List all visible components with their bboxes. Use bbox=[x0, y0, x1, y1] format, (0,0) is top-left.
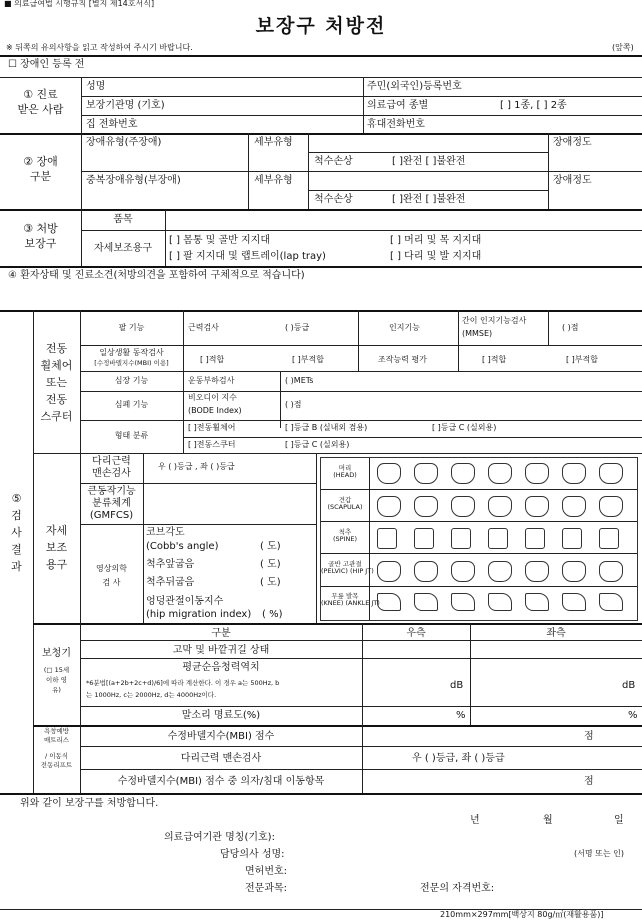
kind-label: 형태 분류 bbox=[114, 431, 149, 440]
posture-sketch-icon[interactable] bbox=[488, 463, 512, 484]
rule bbox=[33, 453, 642, 454]
rule bbox=[308, 152, 548, 153]
day-label[interactable]: 일 bbox=[614, 815, 624, 826]
hip-field[interactable]: ( %) bbox=[262, 609, 283, 620]
posture-sketch-icon[interactable] bbox=[562, 593, 586, 611]
posture-sketch-icon[interactable] bbox=[525, 463, 549, 484]
posture-diagram bbox=[320, 457, 638, 621]
diagram-row-pelvis: 골반 고관절 (PELVIC) (HIP JT) bbox=[321, 560, 374, 576]
posture-sketch-icon[interactable] bbox=[599, 528, 619, 549]
sub-disability-label: 중복장애유형(부장애) bbox=[86, 175, 181, 186]
rule bbox=[81, 133, 82, 209]
rule bbox=[33, 725, 642, 727]
rule bbox=[0, 209, 642, 211]
coord-fit-checkbox[interactable]: [ ]적합 bbox=[482, 355, 507, 364]
kind-scooter-checkbox[interactable]: [ ]전동스쿠터 bbox=[188, 440, 236, 449]
posture-sketch-icon[interactable] bbox=[599, 561, 623, 582]
name-label: 성명 bbox=[86, 81, 106, 92]
rule bbox=[316, 453, 317, 623]
leg-manual-field[interactable]: 우 ( )등급, 좌 ( )등급 bbox=[412, 753, 505, 764]
main-spinal-label: 척수손상 bbox=[314, 156, 353, 167]
posture-sketch-icon[interactable] bbox=[599, 593, 623, 611]
rule bbox=[80, 483, 316, 484]
item-label: 품목 bbox=[113, 214, 133, 225]
adl-label: 일상생활 동작검사 bbox=[99, 348, 164, 357]
paper-spec: 210mm×297mm[백상지 80g/㎡(재활용품)] bbox=[440, 910, 604, 919]
leg-manual-label: 다리근력 맨손검사 bbox=[180, 753, 262, 764]
rule bbox=[80, 769, 642, 770]
rule bbox=[548, 310, 549, 345]
leg-muscle-field[interactable]: 우 ( )등급 , 좌 ( )등급 bbox=[158, 462, 235, 471]
otoscopy-label: 고막 및 바깥귀길 상태 bbox=[172, 645, 270, 656]
mobile-phone-label: 휴대전화번호 bbox=[367, 119, 425, 130]
posture-sketch-icon[interactable] bbox=[562, 463, 586, 484]
posture-device-label: 자세보조용구 bbox=[94, 243, 152, 254]
sub-spinal-label: 척수손상 bbox=[314, 194, 353, 205]
cobb-label: 코브각도 bbox=[146, 527, 185, 538]
insurer-label: 보장기관명 (기호) bbox=[86, 100, 165, 111]
cobb-en-label: (Cobb's angle) bbox=[146, 541, 219, 552]
stress-test-label: 운동부하검사 bbox=[188, 376, 235, 385]
trunk-pelvis-support-checkbox[interactable]: [ ] 몸통 및 골반 지지대 bbox=[169, 235, 270, 246]
grade-b-checkbox[interactable]: [ ]등급 B (실내외 겸용) bbox=[285, 423, 368, 432]
hearing-col-item: 구분 bbox=[211, 628, 231, 639]
sub-detail-label: 세부유형 bbox=[254, 175, 293, 186]
posture-sketch-icon[interactable] bbox=[562, 528, 582, 549]
mets-field[interactable]: ( )METs bbox=[285, 376, 314, 385]
lordosis-field[interactable]: ( 도) bbox=[260, 577, 281, 588]
posture-sketch-icon[interactable] bbox=[377, 528, 397, 549]
hearing-col-right: 우측 bbox=[406, 628, 426, 639]
license-label: 면허번호: bbox=[245, 866, 288, 877]
speech-label: 말소리 명료도(%) bbox=[181, 710, 261, 721]
hearing-age-note: (□ 15세 이하 영 유) bbox=[43, 666, 70, 694]
bode-label: 비오디이 지수 bbox=[188, 393, 237, 402]
cognitive-label: 인지기능 bbox=[389, 323, 420, 332]
muscle-test-label: 근력검사 bbox=[188, 323, 219, 332]
page-side-label: (앞쪽) bbox=[612, 43, 634, 52]
year-label[interactable]: 년 bbox=[470, 815, 480, 826]
rule bbox=[80, 658, 642, 659]
main-detail-label: 세부유형 bbox=[254, 137, 293, 148]
rule bbox=[0, 266, 642, 268]
posture-sketch-icon[interactable] bbox=[525, 593, 549, 611]
posture-sketch-icon[interactable] bbox=[377, 593, 401, 611]
rule bbox=[363, 77, 364, 133]
speech-left-unit[interactable]: % bbox=[628, 710, 638, 721]
muscle-grade-field[interactable]: ( )등급 bbox=[285, 323, 310, 332]
arm-function-label: 팔 기능 bbox=[118, 323, 145, 332]
arm-laptray-support-checkbox[interactable]: [ ] 팔 지지대 및 랩트레이(lap tray) bbox=[169, 251, 326, 262]
institution-label: 의료급여기관 명칭(기호): bbox=[164, 832, 275, 843]
rule bbox=[81, 171, 642, 172]
posture-sketch-icon[interactable] bbox=[414, 463, 438, 484]
speech-right-unit[interactable]: % bbox=[456, 710, 466, 721]
pta-note-2: 는 1000Hz, c는 2000Hz, d는 4000Hz이다. bbox=[86, 691, 217, 699]
prescription-statement: 위와 같이 보장구를 처방합니다. bbox=[20, 798, 159, 809]
posture-sketch-icon[interactable] bbox=[599, 463, 623, 484]
rule bbox=[458, 310, 459, 371]
posture-sketch-icon[interactable] bbox=[451, 561, 475, 582]
rule bbox=[80, 706, 642, 707]
posture-sketch-icon[interactable] bbox=[451, 528, 471, 549]
rule bbox=[0, 77, 642, 78]
sub-spinal-options[interactable]: [ ]완전 [ ]불완전 bbox=[392, 194, 466, 205]
posture-sketch-icon[interactable] bbox=[525, 561, 549, 582]
rule bbox=[308, 190, 548, 191]
kyphosis-field[interactable]: ( 도) bbox=[260, 559, 281, 570]
rule bbox=[80, 345, 642, 346]
posture-device-section-label: 자세 보조 용구 bbox=[45, 524, 68, 572]
adl-unfit-checkbox[interactable]: [ ]부적합 bbox=[292, 355, 324, 364]
posture-sketch-icon[interactable] bbox=[488, 496, 512, 517]
transfer-point-field[interactable]: 점 bbox=[584, 776, 594, 787]
rule bbox=[0, 310, 642, 312]
rule bbox=[183, 310, 184, 453]
disabled-registration-checkbox[interactable]: ☐ 장애인 등록 전 bbox=[8, 59, 85, 70]
powered-wheelchair-label: 전동 휠체어 또는 전동 스쿠터 bbox=[40, 342, 73, 424]
posture-sketch-icon[interactable] bbox=[488, 593, 512, 611]
mmse-abbr: (MMSE) bbox=[462, 329, 493, 338]
adl-sub-label: [수정바델지수(MBI) 이용] bbox=[94, 359, 169, 367]
rule bbox=[81, 96, 642, 97]
posture-sketch-icon[interactable] bbox=[488, 561, 512, 582]
rule bbox=[248, 133, 249, 209]
rule bbox=[358, 310, 359, 371]
diagram-row-knee: 무릎 발목 (KNEE) (ANKLE JT) bbox=[321, 592, 380, 608]
id-number-label: 주민(외국인)등록번호 bbox=[367, 81, 462, 92]
rule bbox=[80, 640, 642, 641]
instruction-note: ※ 뒤쪽의 유의사항을 읽고 작성하여 주시기 바랍니다. bbox=[6, 43, 193, 52]
rule bbox=[81, 115, 642, 116]
grade-c-checkbox-1[interactable]: [ ]등급 C (실외용) bbox=[432, 423, 497, 432]
clinical-opinion-field[interactable] bbox=[120, 288, 520, 304]
posture-sketch-icon[interactable] bbox=[488, 528, 508, 549]
diagram-row-head: 머리 (HEAD) bbox=[333, 464, 357, 480]
diagram-row-spine: 척추 (SPINE) bbox=[332, 528, 357, 544]
cobb-field[interactable]: ( 도) bbox=[260, 541, 281, 552]
month-label[interactable]: 월 bbox=[543, 815, 553, 826]
coordination-label: 조작능력 평가 bbox=[378, 355, 427, 364]
kind-wheelchair-checkbox[interactable]: [ ]전동휠체어 bbox=[188, 423, 236, 432]
hip-en-label: (hip migration index) bbox=[146, 609, 252, 620]
form-reference: ■ 의료급여법 시행규칙 [별지 제14호서식] bbox=[4, 0, 155, 8]
rule bbox=[81, 77, 82, 133]
mbi-point-field[interactable]: 점 bbox=[584, 731, 594, 742]
kyphosis-label: 척추앞굽음 bbox=[146, 559, 195, 570]
posture-sketch-icon[interactable] bbox=[451, 593, 475, 611]
transfer-label: 수정바델지수(MBI) 점수 중 의자/침대 이동항목 bbox=[117, 776, 325, 787]
exam-section-label: ⑤ 검 사 결 과 bbox=[11, 492, 22, 574]
leg-foot-support-checkbox[interactable]: [ ] 다리 및 발 지지대 bbox=[390, 251, 482, 262]
posture-sketch-icon[interactable] bbox=[562, 561, 586, 582]
mattress-lift-label: 욕창예방 매트리스 / 이동식 전동리프트 bbox=[40, 727, 73, 770]
posture-sketch-icon[interactable] bbox=[414, 593, 438, 611]
specialist-number-label: 전문의 자격번호: bbox=[420, 883, 495, 894]
bode-field[interactable]: ( )점 bbox=[285, 400, 302, 409]
posture-sketch-icon[interactable] bbox=[451, 496, 475, 517]
pta-label: 평균순음청력역치 bbox=[182, 662, 260, 673]
signature-label[interactable]: (서명 또는 인) bbox=[574, 849, 624, 858]
hip-label: 엉덩관절이동지수 bbox=[146, 596, 224, 607]
rule bbox=[0, 133, 642, 135]
rule bbox=[0, 793, 642, 795]
patient-section-label: ① 진료 받은 사람 bbox=[17, 88, 64, 116]
coord-unfit-checkbox[interactable]: [ ]부적합 bbox=[566, 355, 598, 364]
grade-c-checkbox-2[interactable]: [ ]등급 C (실외용) bbox=[285, 440, 350, 449]
rule bbox=[80, 524, 316, 525]
pta-right-unit[interactable]: dB bbox=[450, 680, 464, 691]
rule bbox=[33, 623, 642, 625]
posture-sketch-icon[interactable] bbox=[525, 528, 545, 549]
posture-sketch-icon[interactable] bbox=[414, 496, 438, 517]
benefit-type-label: 의료급여 종별 bbox=[367, 100, 429, 111]
pta-note-1: *6분법[(a+2b+2c+d)/6]에 따라 계산한다. 이 경우 a는 500Hz, b bbox=[86, 679, 280, 687]
posture-sketch-icon[interactable] bbox=[599, 496, 623, 517]
posture-sketch-icon[interactable] bbox=[414, 528, 434, 549]
hearing-col-left: 좌측 bbox=[546, 628, 566, 639]
mmse-score-field[interactable]: ( )점 bbox=[562, 323, 579, 332]
cardiac-label: 심장 기능 bbox=[114, 376, 149, 385]
benefit-type-options[interactable]: [ ] 1종, [ ] 2종 bbox=[500, 100, 567, 111]
posture-sketch-icon[interactable] bbox=[377, 463, 401, 484]
posture-sketch-icon[interactable] bbox=[562, 496, 586, 517]
lung-label: 심폐 기능 bbox=[114, 400, 149, 409]
gmfcs-label: 큰동작기능 분류체계 (GMFCS) bbox=[87, 486, 136, 521]
imaging-label: 영상의학 검 사 bbox=[96, 564, 127, 588]
rule bbox=[548, 133, 549, 209]
hearing-aid-label: 보청기 bbox=[42, 648, 71, 659]
adl-fit-checkbox[interactable]: [ ]적합 bbox=[200, 355, 225, 364]
rule bbox=[165, 209, 166, 266]
posture-sketch-icon[interactable] bbox=[451, 463, 475, 484]
mmse-label: 간이 인지기능검사 bbox=[462, 316, 527, 325]
rule bbox=[308, 133, 309, 209]
diagram-row-scapula: 견갑 (SCAPULA) bbox=[327, 496, 363, 512]
specialty-label: 전문과목: bbox=[245, 883, 288, 894]
head-neck-support-checkbox[interactable]: [ ] 머리 및 목 지지대 bbox=[390, 235, 482, 246]
main-disability-label: 장애유형(주장애) bbox=[86, 137, 162, 148]
main-grade-label: 장애정도 bbox=[553, 137, 592, 148]
rule bbox=[362, 725, 363, 793]
rule bbox=[80, 420, 642, 421]
rule bbox=[80, 746, 642, 747]
rule bbox=[80, 371, 642, 372]
doctor-name-label: 담당의사 성명: bbox=[220, 849, 285, 860]
mbi-label: 수정바델지수(MBI) 점수 bbox=[167, 731, 275, 742]
posture-sketch-icon[interactable] bbox=[377, 561, 401, 582]
pta-left-unit[interactable]: dB bbox=[622, 680, 636, 691]
rule bbox=[80, 391, 642, 392]
posture-sketch-icon[interactable] bbox=[377, 496, 401, 517]
posture-sketch-icon[interactable] bbox=[525, 496, 549, 517]
disability-section-label: ② 장애 구분 bbox=[23, 155, 58, 183]
page-title: 보장구 처방전 bbox=[255, 15, 387, 37]
lordosis-label: 척추뒤굽음 bbox=[146, 577, 195, 588]
bode-abbr: (BODE Index) bbox=[188, 406, 242, 415]
sub-grade-label: 장애정도 bbox=[553, 175, 592, 186]
leg-muscle-label: 다리근력 맨손검사 bbox=[92, 456, 131, 479]
rule bbox=[183, 437, 642, 438]
rule bbox=[0, 55, 642, 57]
device-section-label: ③ 처방 보장구 bbox=[23, 222, 58, 250]
posture-sketch-icon[interactable] bbox=[414, 561, 438, 582]
rule bbox=[143, 453, 144, 623]
clinical-opinion-label: ④ 환자상태 및 진료소견(처방의견을 포함하여 구체적으로 적습니다) bbox=[8, 270, 305, 281]
home-phone-label: 집 전화번호 bbox=[86, 119, 138, 130]
main-spinal-options[interactable]: [ ]완전 [ ]불완전 bbox=[392, 156, 466, 167]
